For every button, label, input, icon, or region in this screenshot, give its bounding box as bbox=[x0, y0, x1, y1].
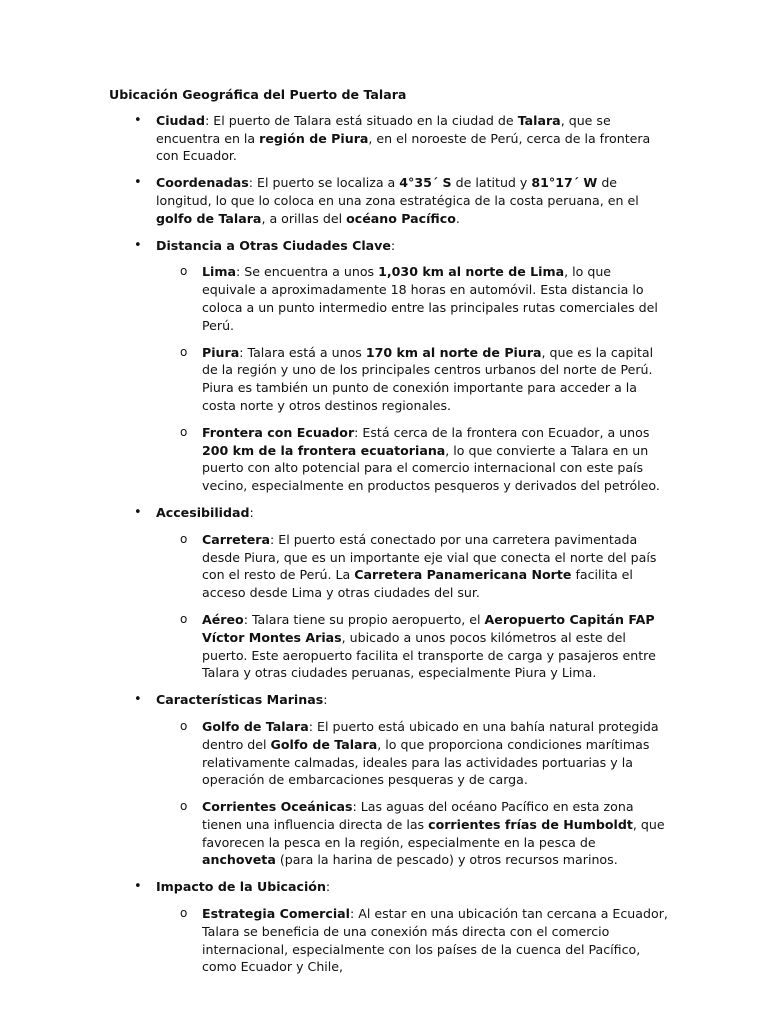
list-item-impacto bbox=[156, 878, 668, 976]
label-accesibilidad: Accesibilidad bbox=[156, 504, 250, 520]
label-lima: Lima bbox=[202, 264, 236, 280]
sub-item-corrientes bbox=[202, 798, 668, 869]
label-corrientes: Corrientes Oceánicas bbox=[202, 799, 353, 815]
text: , que favorecen la pesca en la región, especialmente en la pesca de bbox=[202, 816, 665, 850]
bold-text: 200 km de la frontera ecuatoriana bbox=[202, 442, 446, 458]
bold-text: 170 km al norte de Piura bbox=[365, 344, 542, 360]
text: : Al estar en una ubicación tan cercana a Ecuador, Talara se beneficia de una conexión más directa con el comercio internacional, especialmente con los países de la cuenca del Pacífico, como Ecuador y Chile, bbox=[202, 906, 668, 975]
text: : El puerto de Talara está situado en la ciudad de bbox=[205, 112, 518, 128]
text: , en el noroeste de Perú, cerca de la frontera con Ecuador. bbox=[156, 130, 651, 164]
label-aereo: Aéreo bbox=[202, 611, 244, 627]
text: : El puerto está conectado por una carretera pavimentada desde Piura, que es un importante eje vial que conecta el norte del país con el resto de Perú. La bbox=[202, 531, 657, 583]
text: de longitud, lo que lo coloca en una zona estratégica de la costa peruana, en el bbox=[156, 175, 639, 208]
sub-item-golfo bbox=[202, 718, 668, 789]
document-title: Ubicación Geográfica del Puerto de Talara bbox=[109, 87, 407, 102]
list-item-accesibilidad bbox=[156, 504, 668, 682]
label-impacto: Impacto de la Ubicación bbox=[156, 879, 326, 895]
sub-list-marinas bbox=[156, 718, 668, 869]
bold-text: región de Piura bbox=[259, 130, 369, 146]
sub-item-aereo bbox=[202, 611, 668, 682]
label-frontera: Frontera con Ecuador bbox=[202, 424, 355, 440]
list-item-coordenadas bbox=[156, 174, 668, 227]
label-piura: Piura bbox=[202, 344, 240, 360]
text: de latitud y bbox=[451, 175, 532, 191]
label-coordenadas: Coordenadas bbox=[156, 175, 249, 191]
text: : El puerto está ubicado en una bahía natural protegida dentro del bbox=[202, 718, 659, 752]
text: : Las aguas del océano Pacífico en esta zona tienen una influencia directa de las bbox=[202, 799, 634, 832]
sub-item-piura bbox=[202, 344, 668, 415]
bold-text: golfo de Talara bbox=[156, 210, 262, 226]
text: , lo que proporciona condiciones marítimas relativamente calmadas, ideales para las actividades portuarias y la operación de embarcaciones pesqueras y de carga. bbox=[202, 736, 650, 788]
label-distancia: Distancia a Otras Ciudades Clave bbox=[156, 237, 391, 253]
text: , que se encuentra en la bbox=[156, 112, 611, 146]
text: , ubicado a unos pocos kilómetros al este del puerto. Este aeropuerto facilita el transporte de carga y pasajeros entre Talara y otras ciudades peruanas, especialmente Piura y Lima. bbox=[202, 629, 656, 681]
text: : bbox=[325, 879, 331, 895]
text: : Talara tiene su propio aeropuerto, el bbox=[243, 611, 485, 627]
text: (para la harina de pescado) y otros recursos marinos. bbox=[275, 852, 618, 868]
list-item-marinas bbox=[156, 691, 668, 869]
text: , que es la capital de la región y uno de los principales centros urbanos del norte de Perú. Piura es también un punto de conexión importante para acceder a la costa norte y otros destinos regionales. bbox=[202, 344, 654, 413]
text: . bbox=[455, 210, 460, 226]
bold-text: Carretera Panamericana Norte bbox=[354, 567, 572, 583]
text: : Talara está a unos bbox=[239, 344, 366, 360]
text: : Está cerca de la frontera con Ecuador, a unos bbox=[354, 424, 650, 440]
sub-list-distancia bbox=[156, 263, 668, 495]
bold-text: Talara bbox=[517, 112, 561, 128]
bold-text: 1,030 km al norte de Lima bbox=[378, 264, 565, 280]
bold-text: corrientes frías de Humboldt bbox=[428, 816, 633, 832]
list-item-distancia bbox=[156, 237, 668, 495]
sub-item-frontera bbox=[202, 424, 668, 495]
label-marinas: Características Marinas bbox=[156, 692, 324, 708]
label-carretera: Carretera bbox=[202, 531, 270, 547]
bold-text: Aeropuerto Capitán FAP Víctor Montes Arias bbox=[202, 611, 655, 645]
text: , a orillas del bbox=[261, 210, 347, 226]
text: : bbox=[249, 504, 254, 520]
bold-text: 4°35´ S bbox=[399, 175, 452, 191]
main-bullet-list bbox=[109, 112, 668, 976]
text: facilita el acceso desde Lima y otras ciudades del sur. bbox=[202, 567, 633, 601]
label-ciudad: Ciudad bbox=[156, 112, 206, 128]
text: : El puerto se localiza a bbox=[248, 175, 400, 191]
bold-text: anchoveta bbox=[202, 852, 276, 868]
label-golfo: Golfo de Talara bbox=[202, 718, 309, 734]
sub-list-impacto bbox=[156, 905, 668, 976]
bold-text: Golfo de Talara bbox=[270, 736, 378, 752]
text: : bbox=[323, 692, 328, 708]
text: : Se encuentra a unos bbox=[235, 264, 379, 280]
bold-text: 81°17´ W bbox=[531, 175, 598, 191]
sub-item-estrategia bbox=[202, 905, 668, 976]
text: , lo que convierte a Talara en un puerto con alto potencial para el comercio internacional con este país vecino, especialmente en productos pesqueros y derivados del petróleo. bbox=[202, 442, 660, 494]
sub-list-accesibilidad bbox=[156, 531, 668, 682]
sub-item-lima bbox=[202, 263, 668, 334]
label-estrategia: Estrategia Comercial bbox=[202, 906, 350, 922]
text: , lo que equivale a aproximadamente 18 horas en automóvil. Esta distancia lo coloca a un punto intermedio entre las principales rutas comerciales del Perú. bbox=[202, 264, 658, 333]
text: : bbox=[390, 237, 396, 253]
bold-text: océano Pacífico bbox=[346, 210, 456, 226]
list-item-ciudad bbox=[156, 112, 668, 165]
sub-item-carretera bbox=[202, 531, 668, 602]
